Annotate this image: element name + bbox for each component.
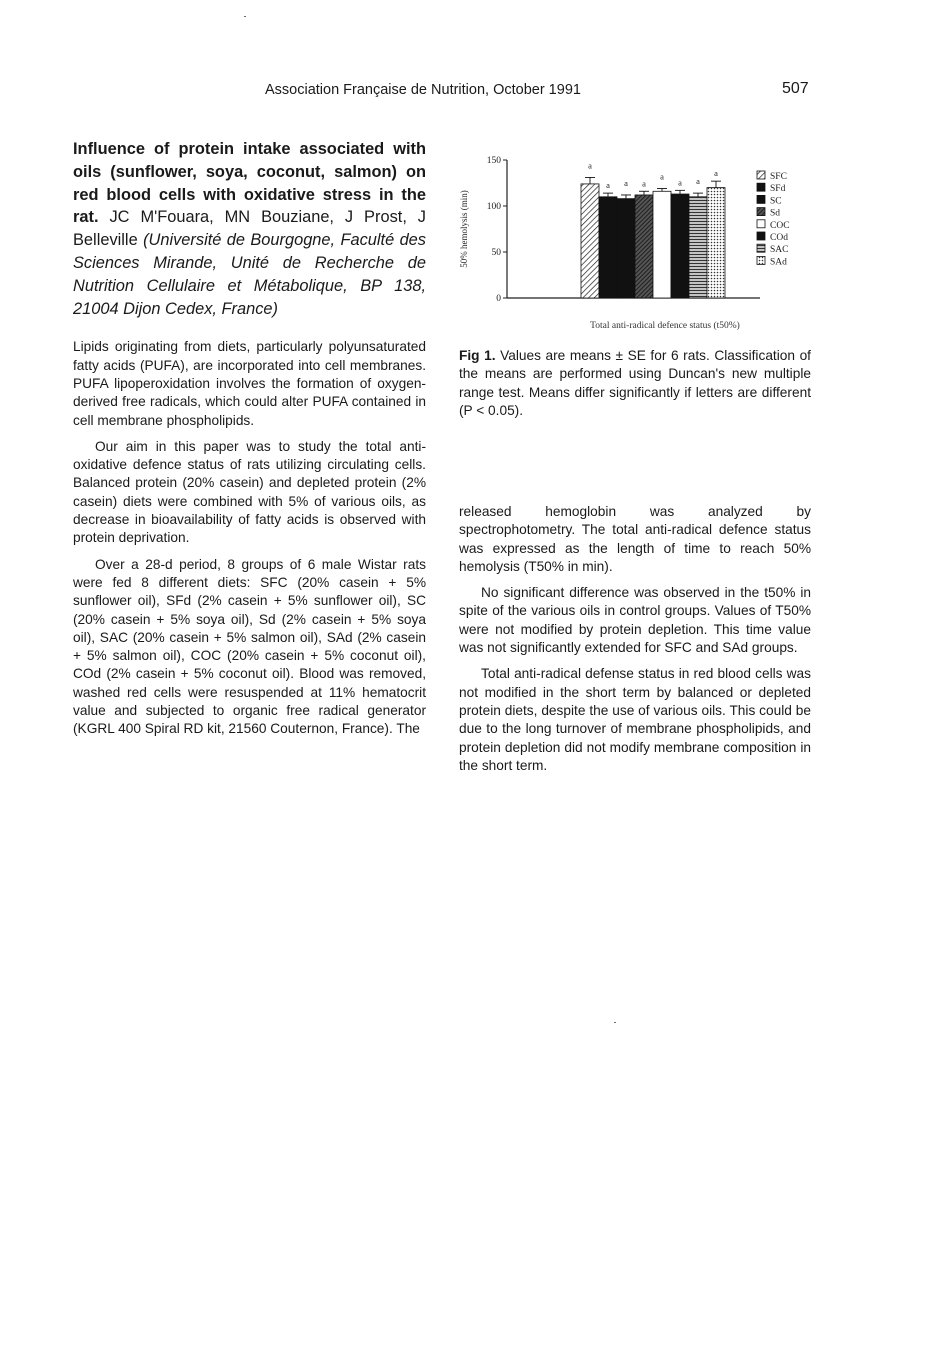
legend-label: SFC <box>770 172 787 182</box>
paragraph-lipids: Lipids originating from diets, particularly polyunsaturated fatty acids (PUFA), are incorporated into cell membranes. PUFA lipoperoxidation involves the formation of oxygen-derived free radicals, which could alter PUFA contained in cell membrane phospholipids. <box>73 339 426 428</box>
significance-letter: a <box>624 177 628 188</box>
significance-letter: a <box>714 168 718 179</box>
significance-letter: a <box>678 177 682 188</box>
paragraph-conclusion: Total anti-radical defense status in red blood cells was not modified in the short term by balanced or depleted protein diets, despite the use of various oils. This could be due to the long turnover of membrane phospholipids, and protein depletion did not modify membrane composition in the short term. <box>459 666 811 773</box>
paragraph-results: No significant difference was observed in the t50% in spite of the various oils in control groups. Values of T50% were not modified by protein depletion. This time value was not significantly extended for SFC and SAd groups. <box>459 585 811 656</box>
figure-caption-label: Fig 1. <box>459 348 496 363</box>
legend-swatch <box>757 183 765 191</box>
significance-letter: a <box>642 178 646 189</box>
x-axis-label: Total anti-radical defence status (t50%) <box>590 321 740 331</box>
running-header <box>0 80 930 102</box>
legend-swatch <box>757 195 765 203</box>
abstract-heading <box>73 138 426 320</box>
bar-chart <box>455 148 825 338</box>
scan-speck <box>614 1022 616 1023</box>
legend-swatch <box>757 256 765 264</box>
article-title: Influence of protein intake associated with oils (sunflower, soya, coconut, salmon) on red blood cells with oxidative stress in the rat. <box>73 140 426 227</box>
legend-swatch <box>757 208 765 216</box>
significance-letter: a <box>606 180 610 191</box>
left-column <box>73 138 426 739</box>
significance-letter: a <box>696 176 700 187</box>
legend-label: SFd <box>770 184 786 195</box>
significance-letter: a <box>660 171 664 182</box>
bar-sfd <box>599 197 617 298</box>
bar-sc <box>617 199 635 298</box>
bar-sd <box>635 195 653 298</box>
significance-letter: a <box>588 160 592 171</box>
legend-label: SAC <box>770 245 789 256</box>
article-affiliation: (Université de Bourgogne, Faculté des Sciences Mirande, Unité de Recherche de Nutrition Cellulaire et Métabolique, BP 138, 21004 Dijon Cedex, France) <box>73 231 426 318</box>
bar-sac <box>689 197 707 298</box>
article-authors: JC M'Fouara, MN Bouziane, J Prost, J Belleville <box>73 208 427 250</box>
figure-1 <box>455 148 825 338</box>
legend-swatch <box>757 171 765 179</box>
y-tick-label: 0 <box>496 294 501 304</box>
journal-title: Association Française de Nutrition, October 1991 <box>265 82 581 98</box>
y-tick-label: 100 <box>486 202 501 212</box>
legend-swatch <box>757 244 765 252</box>
bar-coc <box>653 191 671 298</box>
bar-sfc <box>581 184 599 298</box>
legend-label: Sd <box>770 208 781 219</box>
legend-swatch <box>757 232 765 240</box>
page-number: 507 <box>782 80 809 97</box>
legend-swatch <box>757 220 765 228</box>
paragraph-aim: Our aim in this paper was to study the total anti-oxidative defence status of rats utilizing circulating cells. Balanced protein (20% casein) and depleted protein (2% casein) diets were combined with 5% of various oils, as decrease in bioavailability of fatty acids is observed with protein deprivation. <box>73 438 426 546</box>
legend-label: SAd <box>770 257 787 268</box>
y-axis-label: 50% hemolysis (min) <box>459 190 469 268</box>
paragraph-hemoglobin: released hemoglobin was analyzed by spectrophotometry. The total anti-radical defence status was expressed as the length of time to reach 50% hemolysis (T50% in min). <box>459 504 811 574</box>
legend-label: COd <box>770 233 788 243</box>
legend-label: COC <box>770 220 790 231</box>
bar-cod <box>671 194 689 298</box>
figure-caption <box>459 347 811 420</box>
scan-speck <box>244 16 246 17</box>
right-column <box>459 503 811 775</box>
y-tick-label: 150 <box>486 156 501 166</box>
bar-sad <box>707 188 725 298</box>
paragraph-methods: Over a 28-d period, 8 groups of 6 male Wistar rats were fed 8 different diets: SFC (20% casein + 5% sunflower oil), SFd (2% casein + 5% sunflower oil), SC (20% casein + 5% soya oil), Sd (2% casein + 5% soya oil), SAC (20% casein + 5% salmon oil), SAd (2% casein + 5% salmon oil), COC (20% casein + 5% coconut oil), COd (2% casein + 5% coconut oil). Blood was removed, washed red cells were resuspended at 11% hematocrit value and subjected to organic free radical generator (KGRL 400 Spiral RD kit, 21560 Couternon, France). The <box>73 556 426 737</box>
legend-label: SC <box>770 196 782 207</box>
figure-caption-text: Values are means ± SE for 6 rats. Classification of the means are performed using Duncan's new multiple range test. Means differ significantly if letters are different (P < 0.05). <box>459 348 811 418</box>
y-tick-label: 50 <box>491 248 501 258</box>
